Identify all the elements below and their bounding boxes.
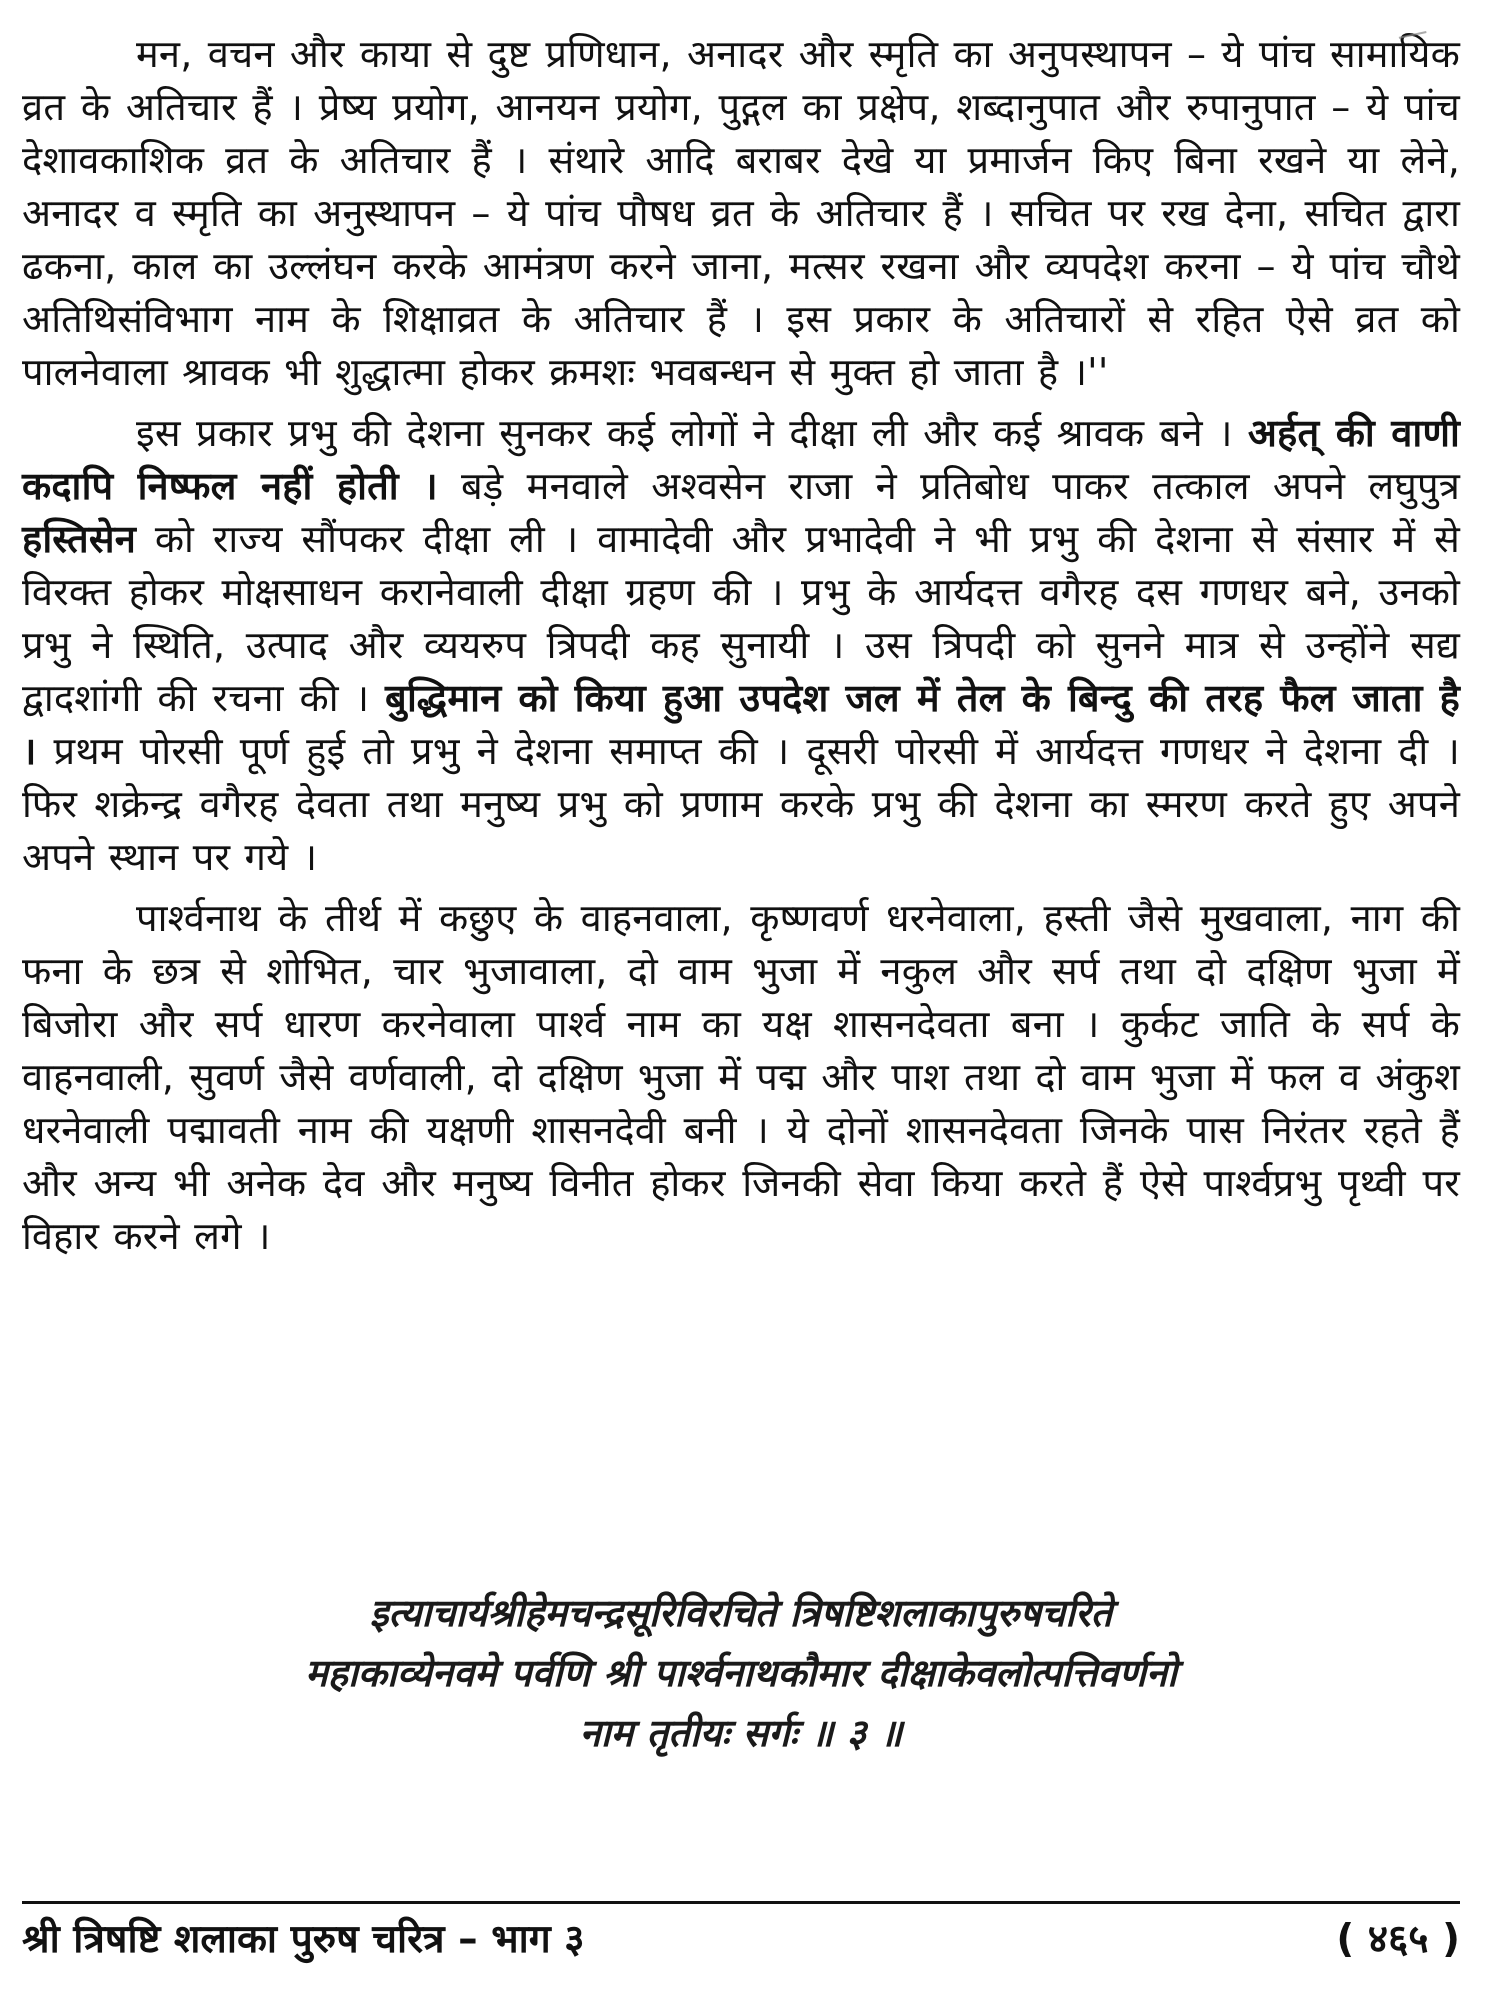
footer-divider [22, 1901, 1460, 1904]
book-title: श्री त्रिषष्टि शलाका पुरुष चरित्र – भाग ३ [22, 1917, 585, 1962]
bold-text-run: अर्हत् की वाणी कदापि निष्फल नहीं होती । [22, 411, 1460, 508]
text-run: बड़े मनवाले अश्वसेन राजा ने प्रतिबोध पाकर तत्काल अपने लघुपुत्र [437, 464, 1460, 508]
paragraph-deshana [22, 407, 1460, 884]
text-run: इस प्रकार प्रभु की देशना सुनकर कई लोगों ने दीक्षा ली और कई श्रावक बने । [136, 411, 1248, 455]
colophon-line: इत्याचार्यश्रीहेमचन्द्रसूरिविरचिते त्रिषष्टिशलाकापुरुषचरिते [369, 1591, 1113, 1635]
colophon-line: महाकाव्येनवमे पर्वणि श्री पार्श्वनाथकौमार दीक्षाकेवलोत्पत्तिवर्णनो [305, 1651, 1177, 1695]
body-text [22, 28, 1460, 1263]
page-number: ( ४६५ ) [1336, 1917, 1460, 1962]
text-run: को राज्य सौंपकर दीक्षा ली । वामादेवी और प्रभादेवी ने भी प्रभु की देशना से संसार में से विरक्त होकर मोक्षसाधन करानेवाली दीक्षा ग्रहण की । प्रभु के आर्यदत्त वगैरह दस गणधर बने, उनको प्रभु ने स्थिति, उत्पाद और व्ययरुप त्रिपदी कह सुनायी । उस त्रिपदी को सुनने मात्र से उन्होंने सद्य द्वादशांगी की रचना की । [22, 517, 1460, 720]
document-page [22, 28, 1460, 1968]
bold-text-run: हस्तिसेन [22, 517, 137, 561]
page-footer [22, 1910, 1460, 1965]
colophon-line: नाम तृतीयः सर्गः ॥ ३ ॥ [579, 1711, 903, 1755]
paragraph-shasandevata [22, 892, 1460, 1263]
colophon [22, 1583, 1460, 1763]
text-run: प्रथम पोरसी पूर्ण हुई तो प्रभु ने देशना समाप्त की । दूसरी पोरसी में आर्यदत्त गणधर ने देशना दी । फिर शक्रेन्द्र वगैरह देवता तथा मनुष्य प्रभु को प्रणाम करके प्रभु की देशना का स्मरण करते हुए अपने अपने स्थान पर गये । [22, 729, 1460, 879]
paragraph-aticharas [22, 28, 1460, 399]
text-run: मन, वचन और काया से दुष्ट प्रणिधान, अनादर और स्मृति का अनुपस्थापन – ये पांच सामायिक व्रत के अतिचार हैं । प्रेष्य प्रयोग, आनयन प्रयोग, पुद्गल का प्रक्षेप, शब्दानुपात और रुपानुपात – ये पांच देशावकाशिक व्रत के अतिचार हैं । संथारे आदि बराबर देखे या प्रमार्जन किए बिना रखने या लेने, अनादर व स्मृति का अनुस्थापन – ये पांच पौषध व्रत के अतिचार हैं । सचित पर रख देना, सचित द्वारा ढकना, काल का उल्लंघन करके आमंत्रण करने जाना, मत्सर रखना और व्यपदेश करना – ये पांच चौथे अतिथिसंविभाग नाम के शिक्षाव्रत के अतिचार हैं । इस प्रकार के अतिचारों से रहित ऐसे व्रत को पालनेवाला श्रावक भी शुद्धात्मा होकर क्रमशः भवबन्धन से मुक्त हो जाता है ।'' [22, 32, 1460, 394]
bold-text-run: बुद्धिमान को किया हुआ उपदेश जल में तेल के बिन्दु की तरह फैल जाता है । [22, 676, 1460, 773]
text-run: पार्श्वनाथ के तीर्थ में कछुए के वाहनवाला, कृष्णवर्ण धरनेवाला, हस्ती जैसे मुखवाला, नाग की फना के छत्र से शोभित, चार भुजावाला, दो वाम भुजा में नकुल और सर्प तथा दो दक्षिण भुजा में बिजोरा और सर्प धारण करनेवाला पार्श्व नाम का यक्ष शासनदेवता बना । कुर्कट जाति के सर्प के वाहनवाली, सुवर्ण जैसे वर्णवाली, दो दक्षिण भुजा में पद्म और पाश तथा दो वाम भुजा में फल व अंकुश धरनेवाली पद्मावती नाम की यक्षणी शासनदेवी बनी । ये दोनों शासनदेवता जिनके पास निरंतर रहते हैं और अन्य भी अनेक देव और मनुष्य विनीत होकर जिनकी सेवा किया करते हैं ऐसे पार्श्वप्रभु पृथ्वी पर विहार करने लगे । [22, 896, 1460, 1258]
